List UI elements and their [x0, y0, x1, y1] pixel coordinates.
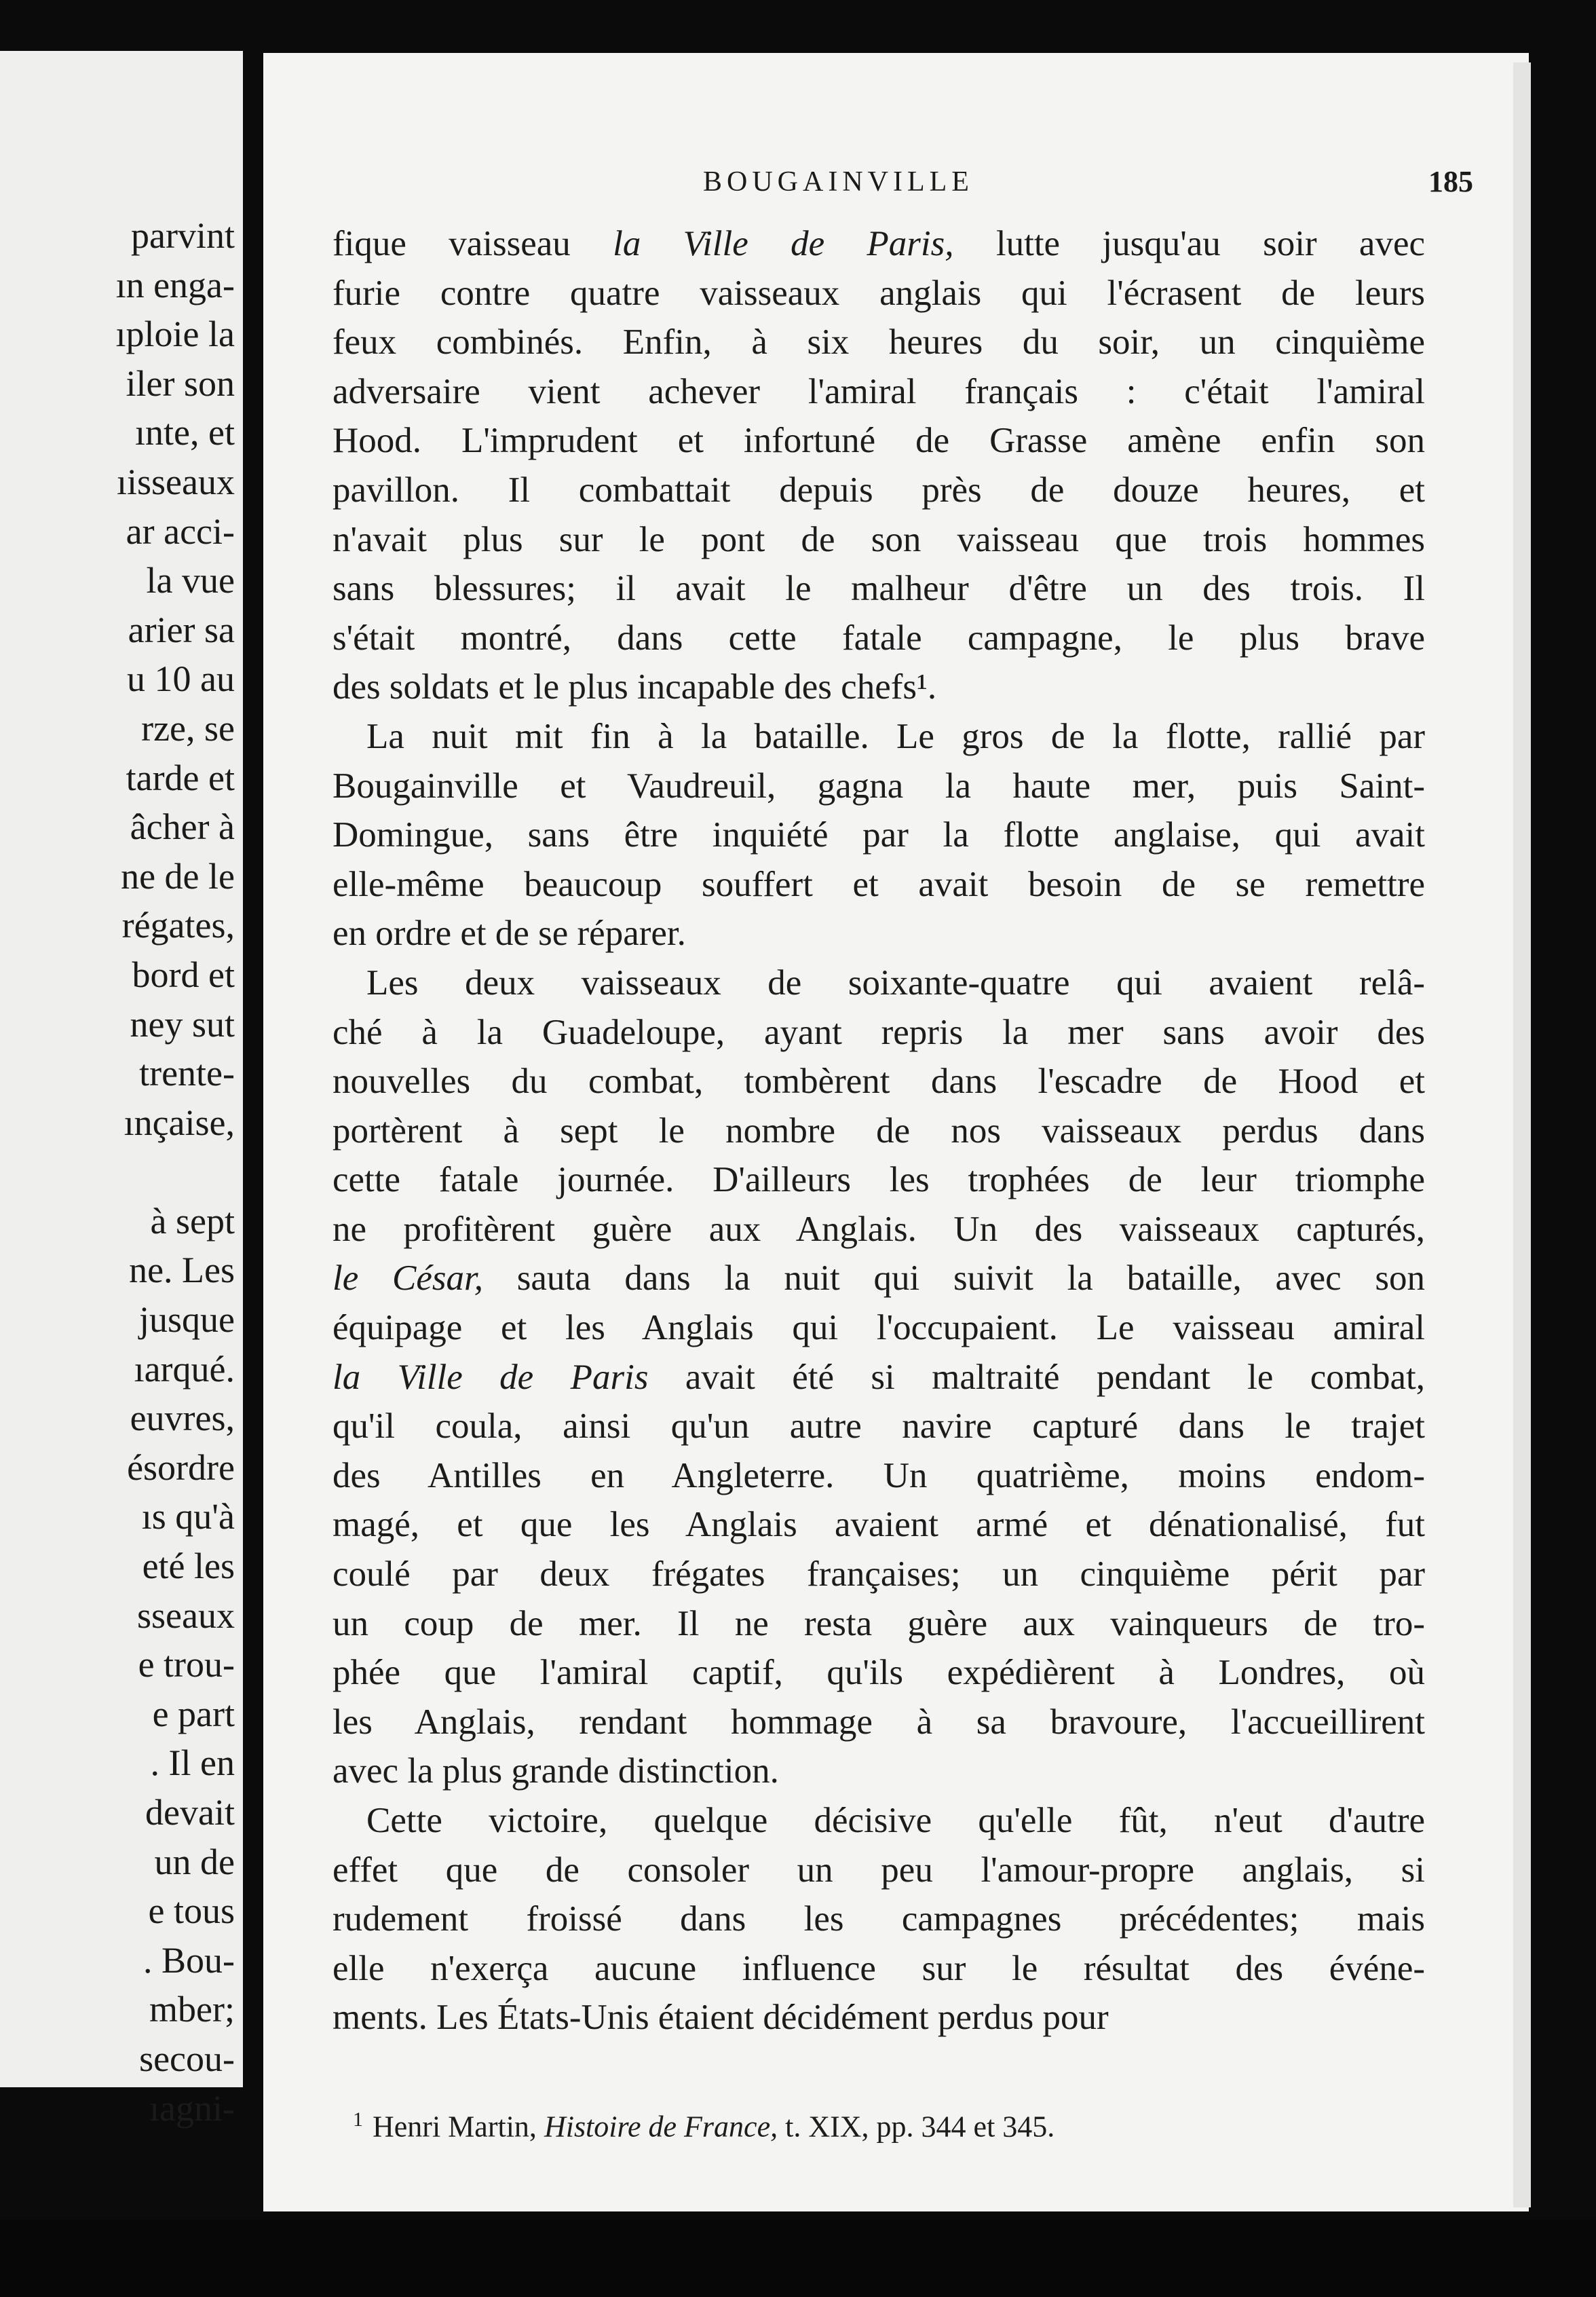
paragraph — [332, 712, 1425, 958]
previous-page-line: ney sut — [130, 1003, 235, 1045]
text-line: cette fatale journée. D'ailleurs les trophées de leur triomphe — [332, 1160, 1425, 1200]
text-line: nouvelles du combat, tombèrent dans l'escadre de Hood et — [332, 1062, 1425, 1102]
previous-page-line: e part — [152, 1693, 235, 1734]
previous-page-line: âcher à — [130, 806, 235, 848]
text-line: portèrent à sept le nombre de nos vaisseaux perdus dans — [332, 1110, 1425, 1151]
text-line: le César, sauta dans la nuit qui suivit la bataille, avec son — [332, 1258, 1425, 1299]
paragraph — [332, 219, 1425, 712]
text-line: qu'il coula, ainsi qu'un autre navire capturé dans le trajet — [332, 1406, 1425, 1446]
previous-page-line: ne. Les — [129, 1250, 235, 1291]
text-line: Hood. L'imprudent et infortuné de Grasse amène enfin son — [332, 421, 1425, 461]
text-line: n'avait plus sur le pont de son vaisseau que trois hommes — [332, 519, 1425, 559]
footnote-reference: t. XIX, pp. 344 et 345. — [785, 2110, 1055, 2144]
previous-page-line: eté les — [142, 1546, 235, 1587]
previous-page-line: rze, se — [141, 707, 235, 749]
text-line: ché à la Guadeloupe, ayant repris la mer sans avoir des — [332, 1012, 1425, 1052]
previous-page-line: tarde et — [126, 757, 235, 798]
previous-page-line: devait — [145, 1792, 235, 1833]
previous-page-line: arier sa — [128, 609, 235, 650]
previous-page-line: ın enga- — [115, 264, 235, 305]
text-line: pavillon. Il combattait depuis près de douze heures, et — [332, 470, 1425, 510]
text-line: elle n'exerça aucune influence sur le résultat des événe- — [332, 1948, 1425, 1988]
text-line: en ordre et de se réparer. — [332, 914, 686, 954]
previous-page-line: bord et — [132, 954, 235, 995]
text-line: ments. Les États-Unis étaient décidément perdus pour — [332, 1998, 1109, 2038]
text-line: fique vaisseau la Ville de Paris, lutte jusqu'au soir avec — [332, 224, 1426, 263]
previous-page-line: iler son — [126, 362, 235, 404]
previous-page-line — [116, 1147, 235, 1197]
previous-page-line: . Bou- — [143, 1939, 235, 1981]
text-line: la Ville de Paris avait été si maltraité pendant le combat, — [332, 1357, 1425, 1397]
previous-page-line: ésordre — [127, 1446, 235, 1488]
previous-page-line: ıarqué. — [134, 1348, 235, 1389]
previous-page-line: ıploie la — [115, 314, 235, 355]
previous-page-line: euvres, — [130, 1398, 235, 1439]
previous-page-line: la vue — [146, 560, 235, 601]
book-page — [263, 53, 1529, 2211]
page-number: 185 — [1428, 165, 1473, 198]
text-line: sans blessures; il avait le malheur d'être un des trois. Il — [332, 569, 1425, 609]
previous-page-text — [116, 211, 235, 2133]
footnote-work-title: Histoire de France, — [544, 2110, 778, 2144]
text-line: adversaire vient achever l'amiral français : c'était l'amiral — [332, 371, 1425, 411]
text-line: Les deux vaisseaux de soixante-quatre qui avaient relâ- — [366, 963, 1425, 1003]
previous-page-line: trente- — [139, 1053, 235, 1094]
paragraph — [332, 1796, 1425, 2042]
text-line: La nuit mit fin à la bataille. Le gros de la flotte, rallié par — [366, 716, 1425, 756]
previous-page-line: e tous — [148, 1890, 235, 1932]
previous-page-line: ıs qu'à — [141, 1496, 235, 1537]
footnote — [353, 2099, 1439, 2148]
text-line: feux combinés. Enfin, à six heures du soir, un cinquième — [332, 322, 1425, 362]
previous-page-line: ıisseaux — [117, 461, 235, 502]
text-line: des soldats et le plus incapable des chefs¹. — [332, 667, 937, 707]
text-line: les Anglais, rendant hommage à sa bravoure, l'accueillirent — [332, 1702, 1425, 1742]
text-line: phée que l'amiral captif, qu'ils expédièrent à Londres, où — [332, 1653, 1425, 1693]
body-text — [332, 219, 1425, 2042]
previous-page-line: jusque — [139, 1299, 235, 1341]
text-line: elle-même beaucoup souffert et avait besoin de se remettre — [332, 864, 1425, 904]
previous-page-line: ınte, et — [135, 412, 235, 453]
previous-page-line: ne de le — [121, 855, 235, 897]
previous-page-line: ıagni- — [149, 2087, 235, 2129]
previous-page-line: u 10 au — [127, 658, 235, 700]
footnote-author: Henri Martin, — [373, 2110, 537, 2144]
previous-page-line: parvint — [131, 215, 235, 256]
text-line: effet que de consoler un peu l'amour-propre anglais, si — [332, 1850, 1425, 1890]
text-line: avec la plus grande distinction. — [332, 1751, 779, 1791]
previous-page-fragment — [0, 51, 243, 2129]
page-header — [263, 155, 1529, 209]
running-title: BOUGAINVILLE — [703, 166, 974, 198]
previous-page-line: ınçaise, — [124, 1102, 235, 1143]
previous-page-line: ar acci- — [126, 510, 235, 552]
text-line: équipage et les Anglais qui l'occupaient. Le vaisseau amiral — [332, 1308, 1425, 1348]
text-line: un coup de mer. Il ne resta guère aux vainqueurs de tro- — [332, 1603, 1425, 1643]
text-line: des Antilles en Angleterre. Un quatrième, moins endom- — [332, 1455, 1425, 1495]
text-line: Cette victoire, quelque décisive qu'elle fût, n'eut d'autre — [366, 1801, 1425, 1840]
text-line: Bougainville et Vaudreuil, gagna la haute mer, puis Saint- — [332, 766, 1425, 806]
page-edge — [1513, 62, 1531, 2207]
previous-page-line: e trou- — [138, 1644, 235, 1685]
text-line: magé, et que les Anglais avaient armé et dénationalisé, fut — [332, 1505, 1425, 1545]
previous-page-line: à sept — [150, 1200, 235, 1241]
previous-page-line: régates, — [121, 905, 235, 946]
scan-border — [0, 2220, 1596, 2297]
text-line: Domingue, sans être inquiété par la flotte anglaise, qui avait — [332, 815, 1425, 855]
text-line: rudement froissé dans les campagnes précédentes; mais — [332, 1899, 1425, 1939]
text-line: furie contre quatre vaisseaux anglais qui l'écrasent de leurs — [332, 273, 1425, 313]
footnote-marker: 1 — [353, 2108, 363, 2131]
previous-page-line: . Il en — [150, 1742, 235, 1784]
text-line: ne profitèrent guère aux Anglais. Un des vaisseaux capturés, — [332, 1209, 1425, 1249]
paragraph — [332, 958, 1425, 1796]
previous-page-line: un de — [154, 1841, 235, 1882]
text-line: s'était montré, dans cette fatale campagne, le plus brave — [332, 618, 1425, 658]
previous-page-line: sseaux — [137, 1594, 235, 1636]
text-line: coulé par deux frégates françaises; un cinquième périt par — [332, 1554, 1425, 1594]
previous-page-line: secou- — [139, 2038, 235, 2079]
previous-page-line: mber; — [149, 1989, 235, 2030]
